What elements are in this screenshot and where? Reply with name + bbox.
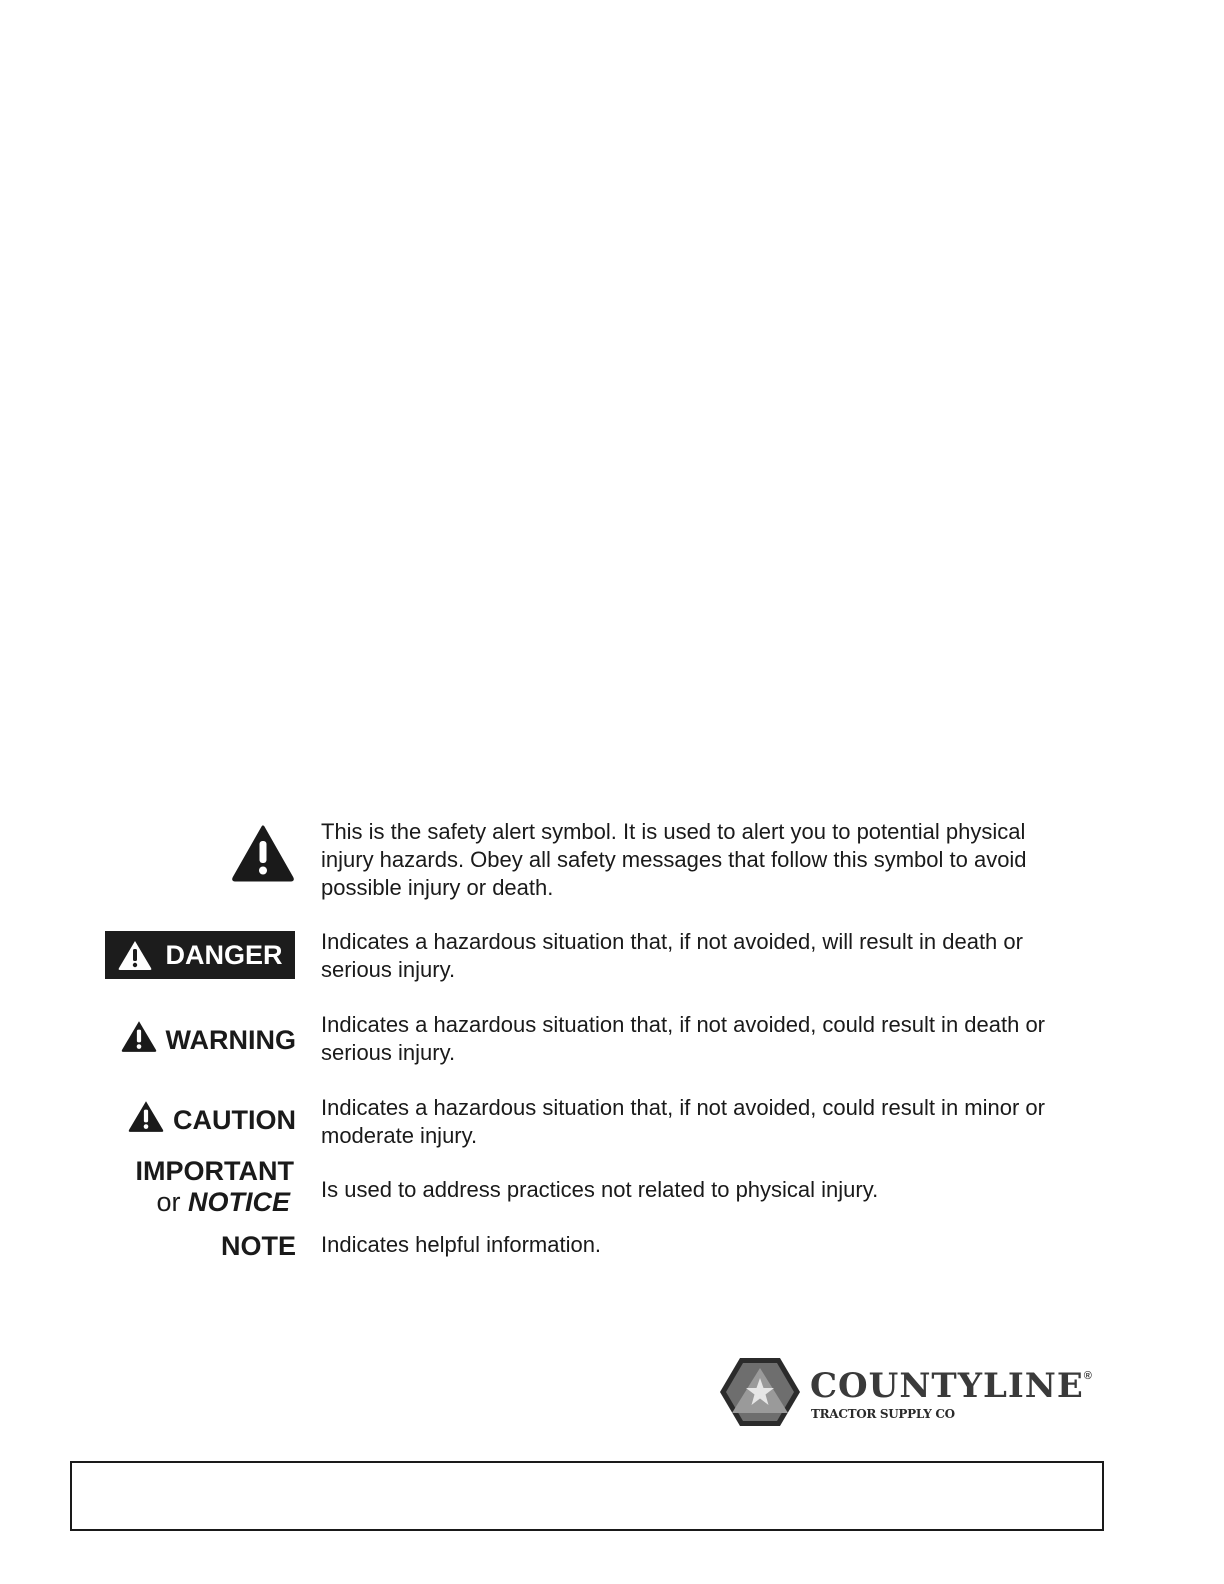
danger-label: DANGER (165, 939, 283, 970)
alert-triangle-icon (120, 1019, 158, 1053)
logo-wordmark (810, 1366, 1093, 1406)
logo-tagline: TRACTOR SUPPLY CO (811, 1407, 955, 1421)
footer-box (70, 1461, 1104, 1531)
logo-name-text: COUNTYLINE (810, 1366, 1084, 1406)
safety-alert-description: This is the safety alert symbol. It is used to alert you to potential physical injury hazards. Obey all safety messages that follow this symbol to avoid possible injury or death. (321, 819, 1027, 900)
danger-description: Indicates a hazardous situation that, if not avoided, will result in death or serious injury. (321, 929, 1023, 982)
important-label: IMPORTANT (135, 1156, 294, 1186)
important-description: Is used to address practices not related to physical injury. (321, 1177, 879, 1202)
caution-description: Indicates a hazardous situation that, if not avoided, could result in minor or moderate injury. (321, 1095, 1045, 1148)
note-description: Indicates helpful information. (321, 1232, 602, 1257)
warning-label: WARNING (165, 1025, 296, 1055)
notice-label: NOTICE (187, 1187, 290, 1217)
warning-signal-word (120, 1019, 296, 1056)
registered-mark: ® (1083, 1370, 1093, 1382)
warning-description: Indicates a hazardous situation that, if not avoided, could result in death or serious injury. (321, 1012, 1046, 1065)
alert-triangle-icon (117, 939, 153, 971)
note-label: NOTE (220, 1231, 296, 1261)
danger-signal-word (105, 931, 295, 979)
alert-triangle-icon (127, 1099, 165, 1133)
important-or-label: or (156, 1187, 181, 1217)
important-signal-word (136, 1156, 294, 1218)
safety-alert-triangle-icon (231, 824, 295, 882)
countyline-logo (718, 1356, 1108, 1430)
star-badge-icon (718, 1356, 802, 1428)
caution-label: CAUTION (173, 1105, 296, 1135)
caution-signal-word (127, 1099, 296, 1136)
